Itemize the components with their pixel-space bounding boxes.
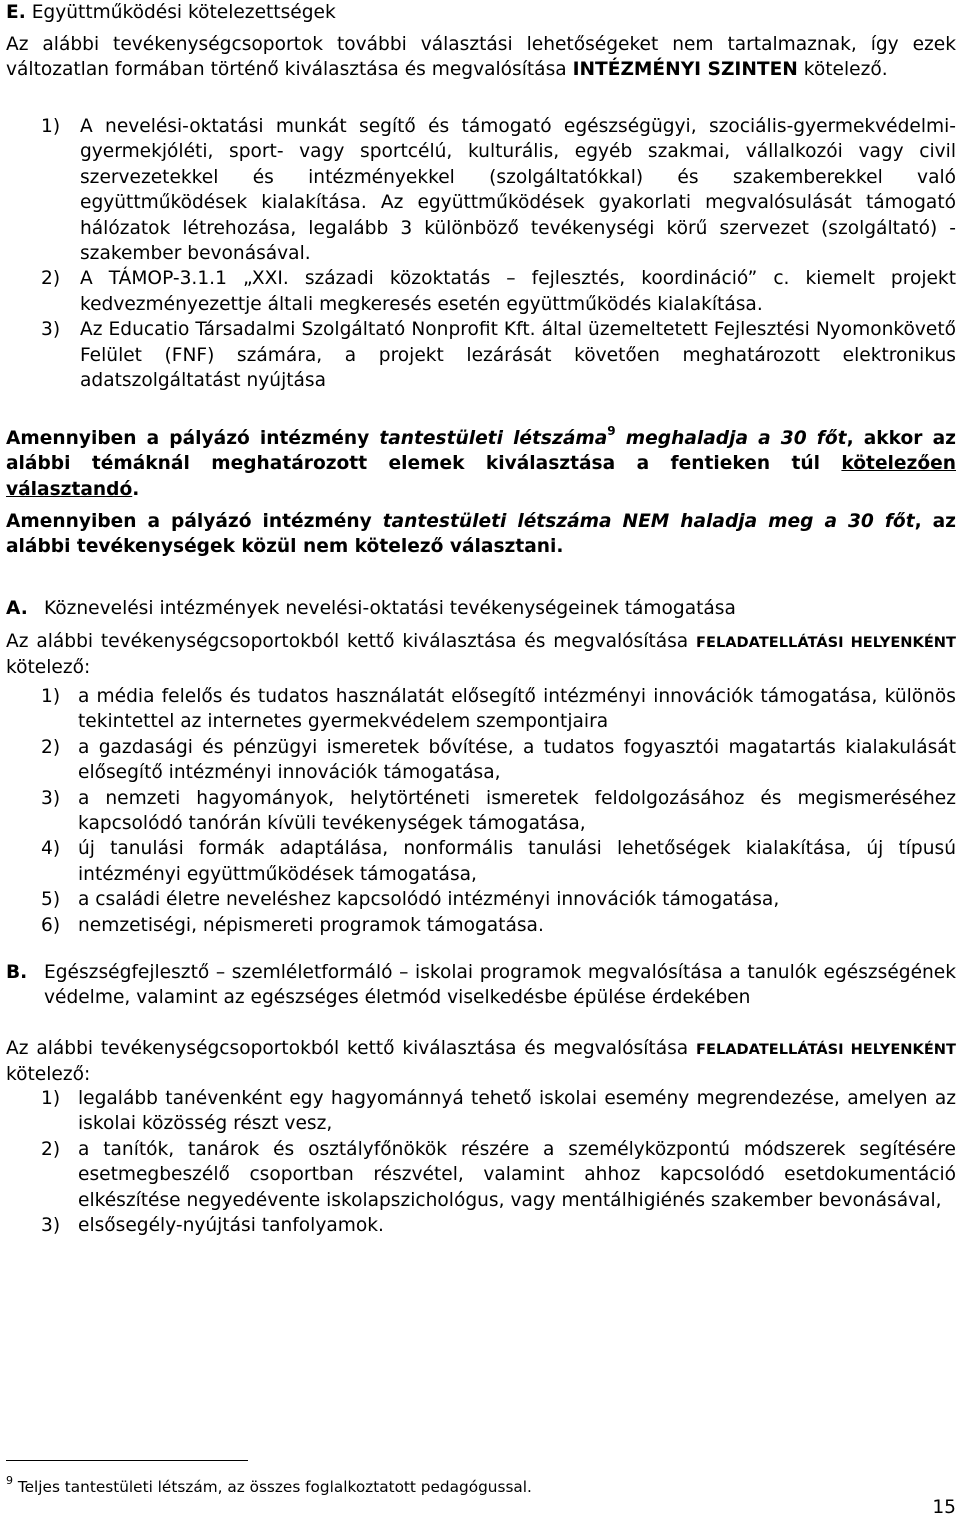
section-letter: A. — [6, 598, 28, 619]
list-item: 4) új tanulási formák adaptálása, nonformális tanulási lehetőségek kialakítása, új típusú intézményi együttműködések támogatása, — [41, 838, 956, 885]
notice-threshold-above: Amennyiben a pályázó intézmény tantestületi létszáma$^9$ meghaladja a 30 főt, akkor az alábbi témáknál meghatározott elemek kiválasztása a fentieken túl kötelezően választandó. — [6, 423, 956, 500]
footnote-separator — [6, 1460, 248, 1461]
section-b-heading — [6, 960, 956, 1011]
section-e-heading — [6, 0, 956, 25]
list-item: 3) a nemzeti hagyományok, helytörténeti ismeretek feldolgozásához és megismeréséhez kapcsolódó tanórán kívüli tevékenységek támogatása, — [41, 787, 956, 835]
section-title: Együttműködési kötelezettségek — [31, 2, 336, 23]
section-a-list — [6, 684, 956, 938]
section-letter: B. — [6, 962, 28, 983]
section-title: Köznevelési intézmények nevelési-oktatási tevékenységeinek támogatása — [44, 598, 736, 619]
list-item: 5) a családi életre neveléshez kapcsolódó intézményi innovációk támogatása, — [41, 889, 780, 911]
list-item: 3) elsősegély-nyújtási tanfolyamok. — [41, 1215, 384, 1237]
section-letter: E. — [6, 2, 26, 23]
page-number: 15 — [932, 1497, 956, 1518]
list-item: 1) a média felelős és tudatos használatát elősegítő intézményi innovációk támogatása, különös tekintettel az internetes gyermekvédelem szempontjaira — [41, 686, 956, 733]
footnote-mark: 9 — [6, 1473, 13, 1487]
section-a-heading — [6, 596, 956, 621]
list-item: 1) legalább tanévenként egy hagyománnyá tehető iskolai esemény megrendezése, amelyen az iskolai közösség részt vesz, — [41, 1088, 956, 1135]
list-item: 1) A nevelési-oktatási munkát segítő és támogató egészségügyi, szociális-gyermekvédelmi-gyermekjóléti, sport- vagy sportcélú, kulturális, egyéb szakmai, vállalkozói vagy civil szervezetekkel és intézményekkel (szolgáltatókkal) és szakemberekkel való együttműködések kialakítása. Az együttműködések gyakorlati megvalósulását támogató hálózatok létrehozása, legalább 3 különböző tevékenységi körű szervezet (szolgáltató) - szakember bevonásával. — [41, 116, 956, 265]
list-item: 2) a tanítók, tanárok és osztályfőnökök részére a személyközpontú módszerek segítésére esetmegbeszélő csoportban részvétel, valamint ahhoz kapcsolódó esetdokumentáció elkészítése negyedévente iskolapszichológus, vagy mentálhigiénés szakember bevonásával, — [41, 1138, 956, 1211]
section-title: Egészségfejlesztő – szemléletformáló – iskolai programok megvalósítása a tanulók egészségének védelme, valamint az egészséges életmód viselkedésbe épülése érdekében — [44, 962, 956, 1009]
list-item: 2) a gazdasági és pénzügyi ismeretek bővítése, a tudatos fogyasztói magatartás kialakulását elősegítő intézményi innovációk támogatása, — [41, 736, 956, 784]
list-item: 3) Az Educatio Társadalmi Szolgáltató Nonprofit Kft. által üzemeltetett Fejlesztési Nyomonkövető Felület (FNF) számára, a projekt lezárását követően meghatározott elektronikus adatszolgáltatást nyújtása — [41, 319, 956, 392]
footnote-ref: 9 — [607, 423, 616, 438]
section-b-list — [6, 1086, 956, 1238]
footnote-text: Teljes tantestületi létszám, az összes foglalkoztatott pedagógussal. — [17, 1478, 532, 1496]
list-item: 6) nemzetiségi, népismereti programok támogatása. — [41, 914, 544, 936]
section-e-intro: Az alábbi tevékenységcsoportok további választási lehetőségeket nem tartalmaznak, így ezek változatlan formában történő kiválasztása és megvalósítása INTÉZMÉNYI SZINTEN kötelező. — [6, 34, 956, 81]
section-e-list — [6, 114, 956, 393]
section-b-intro: Az alábbi tevékenységcsoportokból kettő kiválasztása és megvalósítása FELADATELLÁTÁSI HELYENKÉNT kötelező: — [6, 1038, 956, 1086]
list-item: 2) A TÁMOP-3.1.1 „XXI. századi közoktatás – fejlesztés, koordináció” c. kiemelt projekt kedvezményezettje általi megkeresés esetén együttműködés kialakítása. — [41, 268, 956, 315]
footnote — [6, 1473, 532, 1497]
notice-threshold-below: Amennyiben a pályázó intézmény tantestületi létszáma NEM haladja meg a 30 főt, az alábbi tevékenységek közül nem kötelező választani. — [6, 511, 957, 558]
section-a-intro: Az alábbi tevékenységcsoportokból kettő kiválasztása és megvalósítása FELADATELLÁTÁSI HELYENKÉNT kötelező: — [6, 631, 956, 679]
